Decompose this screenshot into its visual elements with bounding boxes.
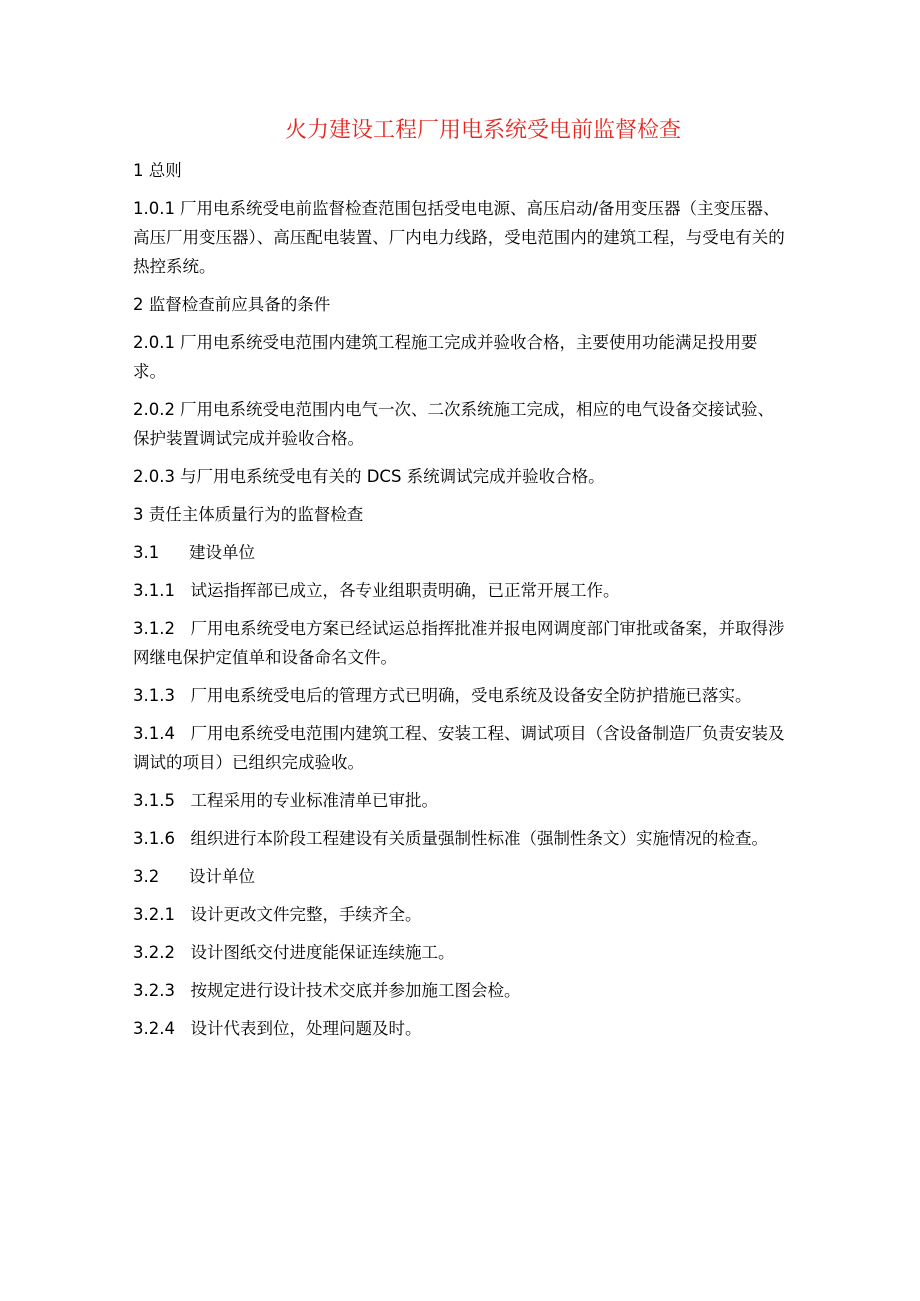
section-heading-1: 1 总则 [133,161,182,180]
clause-text: 厂用电系统受电范围内电气一次、二次系统施工完成，相应的电气设备交接试验、保护装置调试完成并验收合格。 [133,400,774,448]
clause-3-2-1 [133,900,789,929]
clause-text: 厂用电系统受电范围内建筑工程、安装工程、调试项目（含设备制造厂负责安装及调试的项目）已组织完成验收。 [133,724,785,772]
clause-text: 厂用电系统受电前监督检查范围包括受电电源、高压启动/备用变压器（主变压器、高压厂用变压器）、高压配电装置、厂内电力线路，受电范围内的建筑工程，与受电有关的热控系统。 [133,199,785,276]
clause-text: 组织进行本阶段工程建设有关质量强制性标准（强制性条文）实施情况的检查。 [190,829,768,848]
clause-3-2-4 [133,1014,789,1043]
clause-number: 2.0.2 [133,400,175,419]
clause-number: 3.1.3 [133,686,175,705]
clause-1-0-1 [133,194,789,281]
clause-2-0-2 [133,395,789,453]
section-heading-3: 3 责任主体质量行为的监督检查 [133,505,364,524]
clause-number: 2.0.3 [133,467,175,486]
document-body [133,156,789,1052]
clause-3-1-5 [133,786,789,815]
clause-text: 试运指挥部已成立，各专业组职责明确，已正常开展工作。 [190,581,620,600]
clause-text: 设计代表到位，处理问题及时。 [190,1019,422,1038]
clause-text: 设计更改文件完整，手续齐全。 [190,905,422,924]
clause-3-2-3 [133,976,789,1005]
clause-2-0-3 [133,462,789,491]
clause-3-1-3 [133,681,789,710]
clause-3-1-4 [133,719,789,777]
clause-number: 3.1.5 [133,791,175,810]
clause-3-2-2 [133,938,789,967]
clause-2-0-1 [133,328,789,386]
section-heading-2: 2 监督检查前应具备的条件 [133,295,331,314]
clause-3-1-2 [133,614,789,672]
clause-text: 与厂用电系统受电有关的 DCS 系统调试完成并验收合格。 [179,467,605,486]
clause-text: 工程采用的专业标准清单已审批。 [190,791,438,810]
clause-number: 3.2.1 [133,905,175,924]
subsection-number: 3.2 [133,867,160,886]
clause-number: 2.0.1 [133,333,175,352]
subsection-number: 3.1 [133,543,160,562]
clause-number: 3.2.4 [133,1019,175,1038]
subsection-3-2 [133,862,789,891]
clause-number: 1.0.1 [133,199,175,218]
clause-number: 3.2.2 [133,943,175,962]
clause-number: 3.1.1 [133,581,175,600]
subsection-3-1 [133,538,789,567]
clause-text: 按规定进行设计技术交底并参加施工图会检。 [190,981,521,1000]
clause-text: 厂用电系统受电方案已经试运总指挥批准并报电网调度部门审批或备案，并取得涉网继电保护定值单和设备命名文件。 [133,619,785,667]
clause-number: 3.1.4 [133,724,175,743]
clause-text: 厂用电系统受电范围内建筑工程施工完成并验收合格，主要使用功能满足投用要求。 [133,333,758,381]
clause-text: 厂用电系统受电后的管理方式已明确，受电系统及设备安全防护措施已落实。 [190,686,752,705]
clause-3-1-1 [133,576,789,605]
document-title: 火力建设工程厂用电系统受电前监督检查 [284,118,681,143]
subsection-title: 设计单位 [189,867,255,886]
subsection-title: 建设单位 [189,543,255,562]
clause-number: 3.1.6 [133,829,175,848]
clause-3-1-6 [133,824,789,853]
clause-text: 设计图纸交付进度能保证连续施工。 [190,943,455,962]
clause-number: 3.1.2 [133,619,175,638]
clause-number: 3.2.3 [133,981,175,1000]
